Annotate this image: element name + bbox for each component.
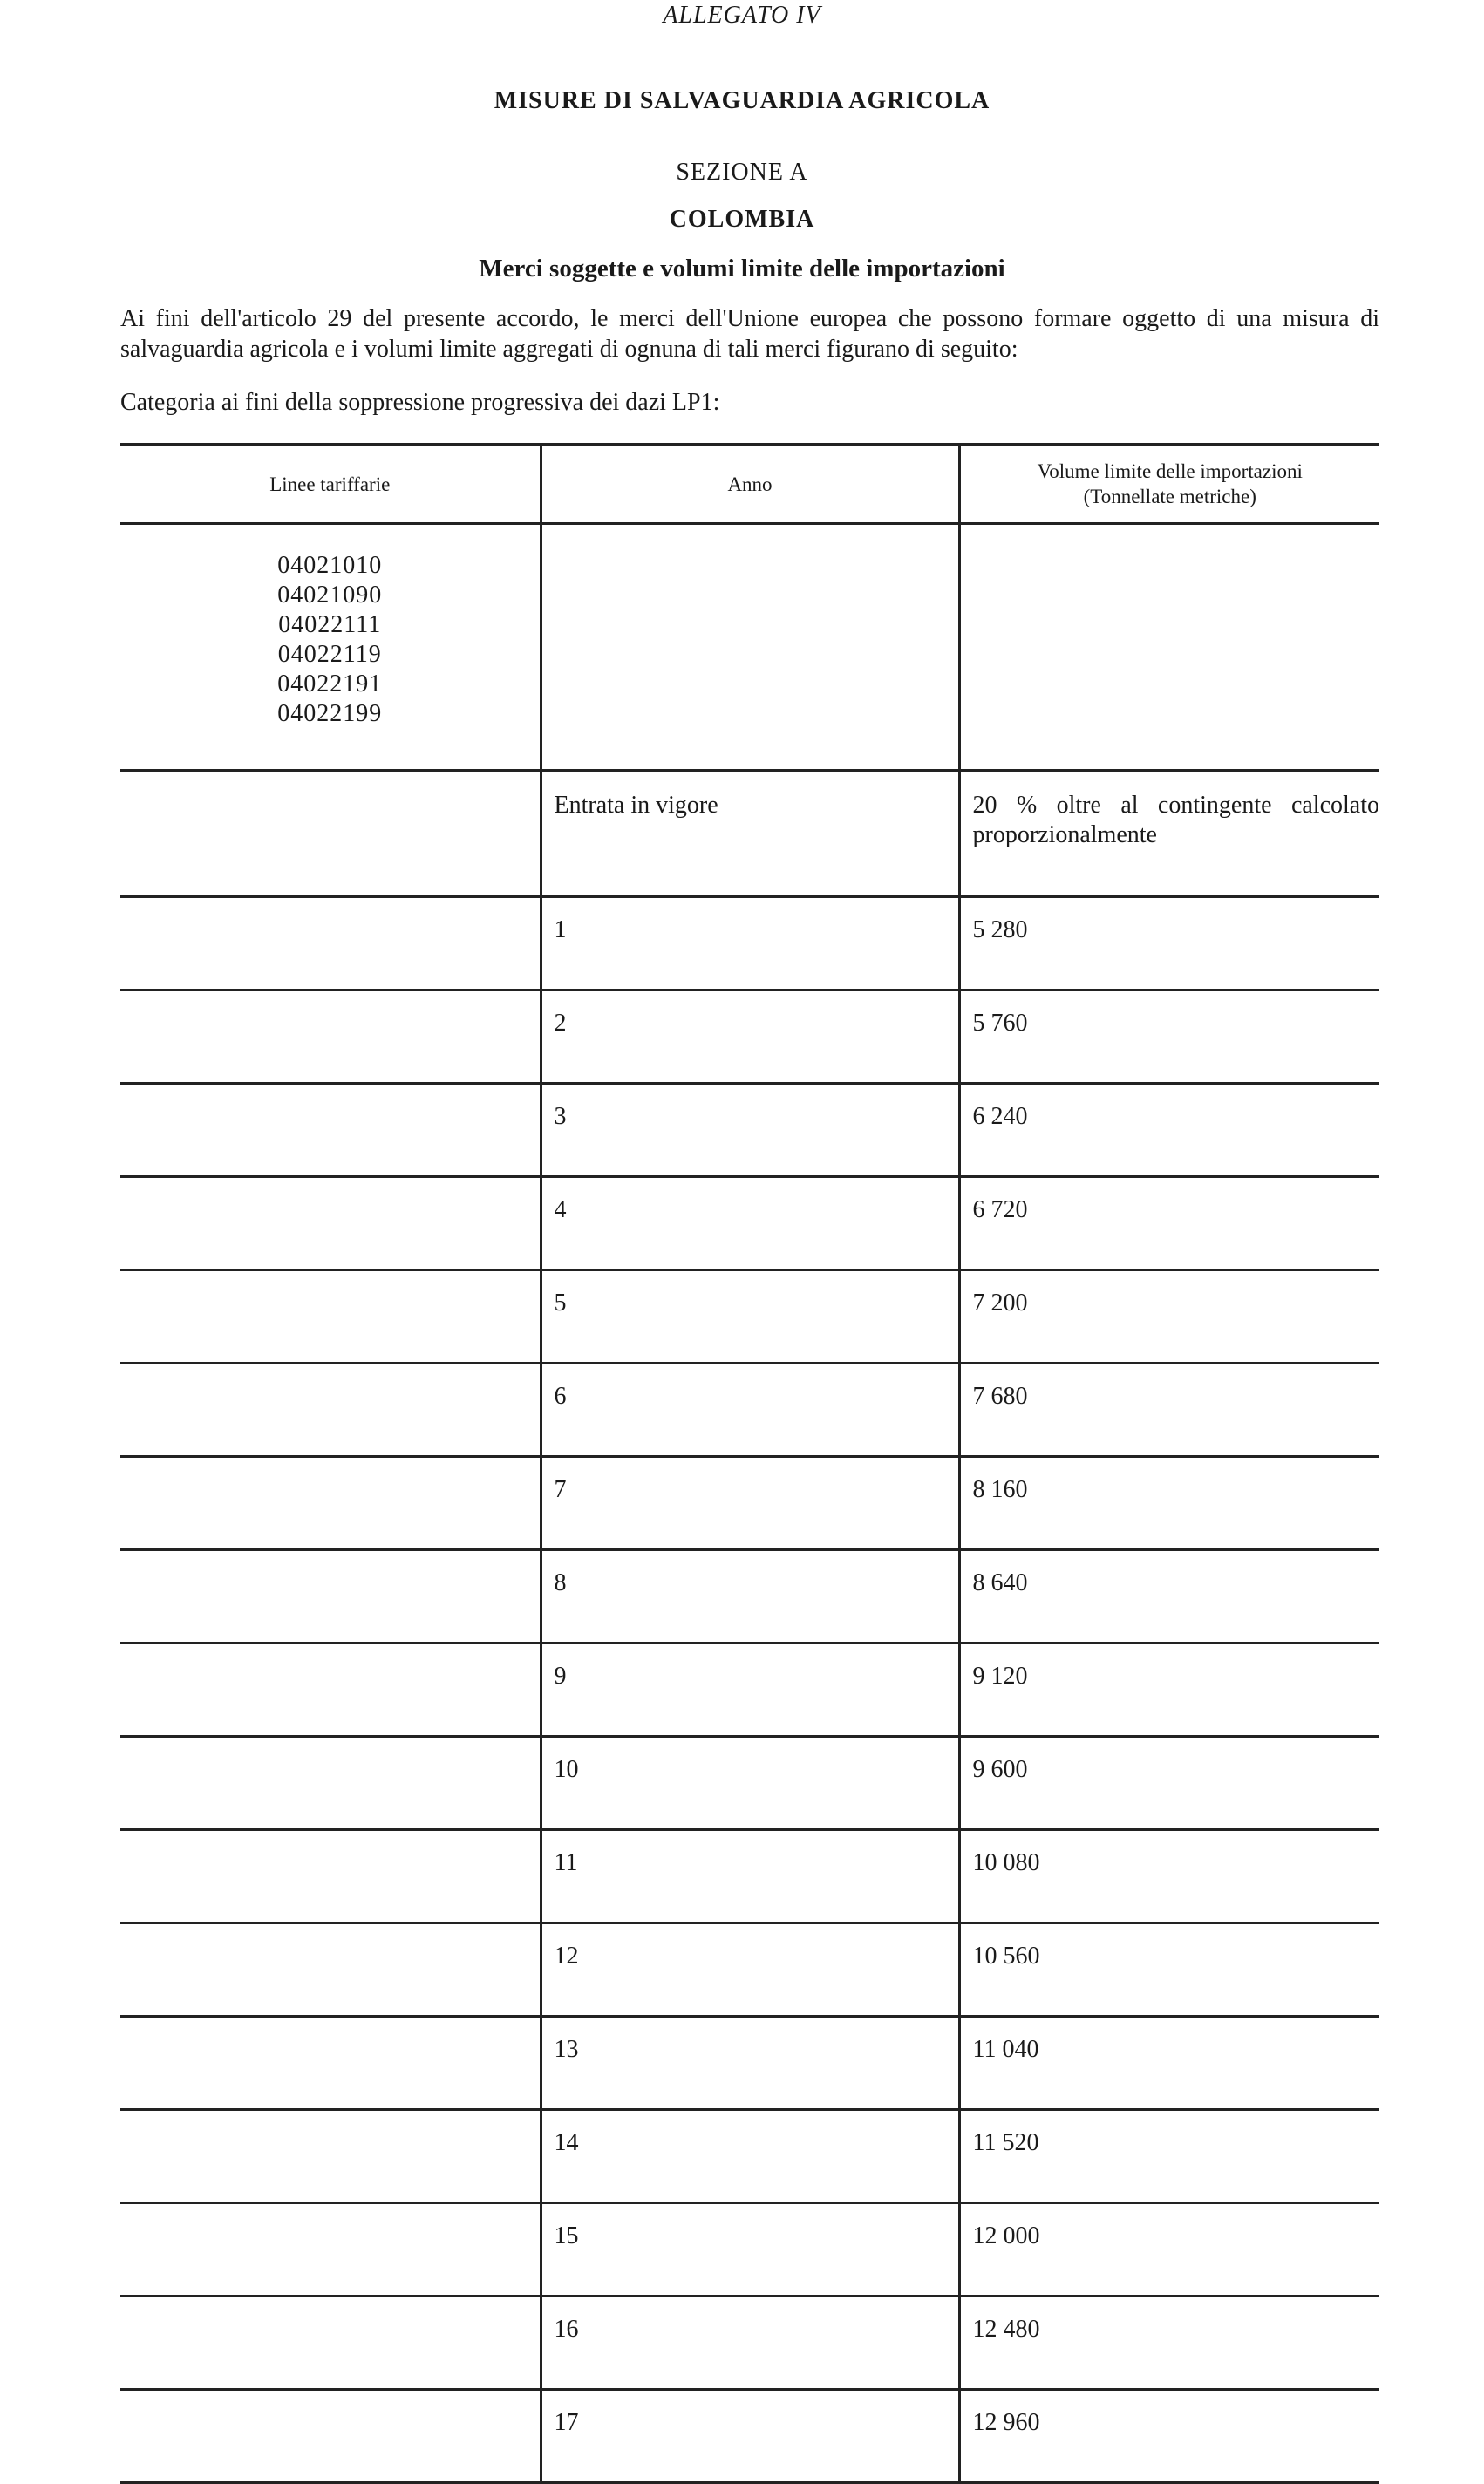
empty-cell [120,2203,541,2297]
table-row [120,771,1379,897]
empty-cell [120,1644,541,1737]
table-row [120,990,1379,1084]
volume-cell: 12 000 [959,2203,1379,2297]
volume-cell: 11 520 [959,2110,1379,2203]
year-cell: 15 [541,2203,959,2297]
volume-cell: 12 480 [959,2297,1379,2390]
table-row [120,2017,1379,2110]
table-row [120,1644,1379,1737]
year-cell: 17 [541,2390,959,2483]
volume-cell: 10 560 [959,1923,1379,2017]
year-cell: 11 [541,1830,959,1923]
header-year: Anno [541,445,959,524]
empty-cell [120,990,541,1084]
country-heading: COLOMBIA [669,206,815,233]
volume-cell: 6 720 [959,1177,1379,1270]
tariff-code: 04022119 [277,641,382,668]
empty-cell [120,1364,541,1457]
volume-cell: 7 200 [959,1270,1379,1364]
table-row [120,1364,1379,1457]
safeguard-volume-table [120,443,1379,2484]
volume-cell: 5 280 [959,897,1379,990]
year-cell: 5 [541,1270,959,1364]
header-tariff-lines: Linee tariffarie [120,445,541,524]
empty-cell [120,1270,541,1364]
header-volume [959,445,1379,524]
volume-cell: 12 960 [959,2390,1379,2483]
volume-cell: 7 680 [959,1364,1379,1457]
year-cell: 9 [541,1644,959,1737]
empty-cell [120,2297,541,2390]
table-row [120,1550,1379,1644]
year-cell: 12 [541,1923,959,2017]
tariff-lines-row [120,524,1379,771]
tariff-code: 04022111 [278,611,382,638]
year-cell: 4 [541,1177,959,1270]
annex-label: ALLEGATO IV [663,2,821,29]
empty-cell [120,1830,541,1923]
empty-cell [120,771,541,897]
year-cell: 3 [541,1084,959,1177]
volume-cell: 9 120 [959,1644,1379,1737]
intro-paragraph: Ai fini dell'articolo 29 del presente accordo, le merci dell'Unione europea che possono formare oggetto di una misura di salvaguardia agricola e i volumi limite aggregati di ognuna di tali merci figurano di seguito: [120,305,1379,363]
empty-cell [120,1737,541,1830]
table-row [120,2203,1379,2297]
table-header-row [120,445,1379,524]
year-cell: 6 [541,1364,959,1457]
volume-cell: 8 160 [959,1457,1379,1550]
empty-cell [120,1550,541,1644]
tariff-code: 04021010 [277,552,383,579]
volume-cell: 10 080 [959,1830,1379,1923]
table-row [120,2297,1379,2390]
table-row [120,1270,1379,1364]
table-row [120,1177,1379,1270]
header-volume-line2: (Tonnellate metriche) [1083,486,1256,507]
table-row [120,1830,1379,1923]
empty-cell [120,1177,541,1270]
volume-cell: 11 040 [959,2017,1379,2110]
empty-cell [120,2017,541,2110]
year-cell: 13 [541,2017,959,2110]
tariff-codes-cell [120,524,541,771]
section-label: SEZIONE A [676,159,808,186]
table-row [120,1084,1379,1177]
year-cell: 7 [541,1457,959,1550]
table-row [120,1923,1379,2017]
year-cell: 8 [541,1550,959,1644]
document-title: MISURE DI SALVAGUARDIA AGRICOLA [494,87,990,114]
year-cell: 2 [541,990,959,1084]
table-row [120,1737,1379,1830]
year-cell: 14 [541,2110,959,2203]
volume-cell: 9 600 [959,1737,1379,1830]
header-volume-line1: Volume limite delle importazioni [1037,460,1303,482]
volume-cell: 6 240 [959,1084,1379,1177]
year-cell: Entrata in vigore [541,771,959,897]
table-row [120,1457,1379,1550]
empty-cell [120,1084,541,1177]
section-subtitle: Merci soggette e volumi limite delle importazioni [479,255,1005,282]
empty-cell [541,524,959,771]
empty-cell [120,1923,541,2017]
year-cell: 16 [541,2297,959,2390]
empty-cell [120,1457,541,1550]
category-line: Categoria ai fini della soppressione progressiva dei dazi LP1: [120,389,720,416]
volume-cell: 8 640 [959,1550,1379,1644]
empty-cell [120,897,541,990]
tariff-code: 04022191 [277,670,383,698]
year-cell: 1 [541,897,959,990]
empty-cell [120,2110,541,2203]
tariff-code: 04022199 [277,700,383,727]
volume-cell: 20 % oltre al contingente calcolato proporzionalmente [959,771,1379,897]
table-row [120,2390,1379,2483]
table-row [120,897,1379,990]
empty-cell [959,524,1379,771]
year-cell: 10 [541,1737,959,1830]
tariff-code: 04021090 [277,582,383,609]
volume-cell: 5 760 [959,990,1379,1084]
empty-cell [120,2390,541,2483]
table-row [120,2110,1379,2203]
